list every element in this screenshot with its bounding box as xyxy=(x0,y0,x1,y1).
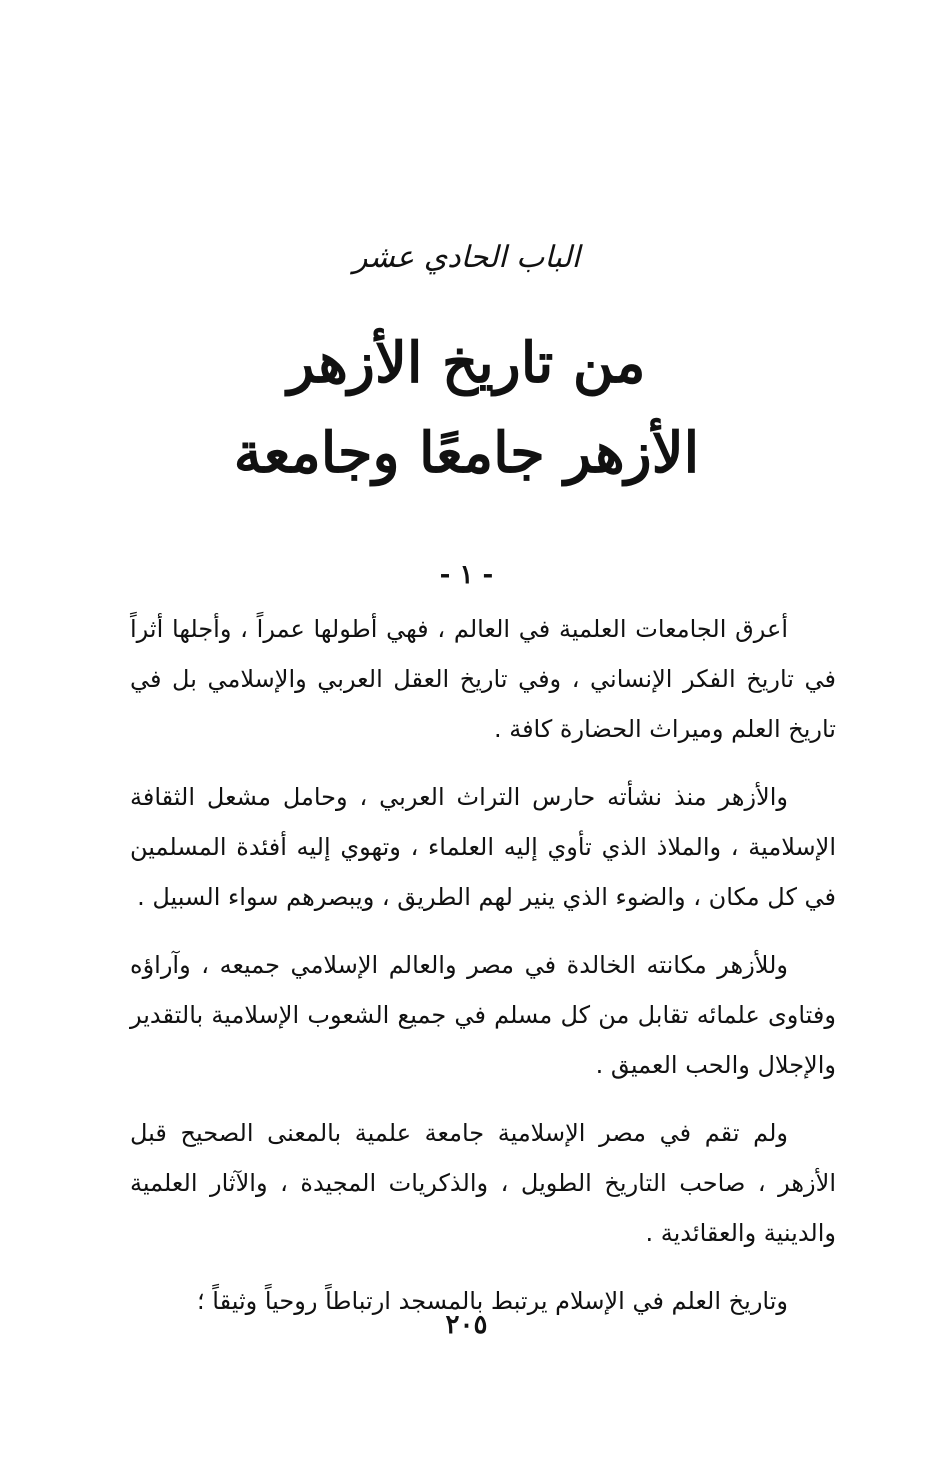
chapter-title-line-2: الأزهر جامعًا وجامعة xyxy=(233,420,700,486)
paragraph-3: وللأزهر مكانته الخالدة في مصر والعالم الإسلامي جميعه ، وآراؤه وفتاوى علمائه تقابل من كل مسلم في جميع الشعوب الإسلامية بالتقدير والإجلال والحب العميق . xyxy=(130,951,836,1079)
paragraph-5: وتاريخ العلم في الإسلام يرتبط بالمسجد ارتباطاً روحياً وثيقاً ؛ xyxy=(197,1287,788,1315)
section-number: - ١ - xyxy=(439,560,494,590)
paragraph-1: أعرق الجامعات العلمية في العالم ، فهي أطولها عمراً ، وأجلها أثراً في تاريخ الفكر الإنساني ، وفي تاريخ العقل العربي والإسلامي بل في تاريخ العلم وميراث الحضارة كافة . xyxy=(130,615,836,743)
paragraph-2: والأزهر منذ نشأته حارس التراث العربي ، وحامل مشعل الثقافة الإسلامية ، والملاذ الذي تأوي إليه العلماء ، وتهوي إليه أفئدة المسلمين في كل مكان ، والضوء الذي ينير لهم الطريق ، ويبصرهم سواء السبيل . xyxy=(130,783,836,911)
chapter-title-line-1: من تاريخ الأزهر xyxy=(287,330,646,396)
paragraph-4: ولم تقم في مصر الإسلامية جامعة علمية بالمعنى الصحيح قبل الأزهر ، صاحب التاريخ الطويل ، والذكريات المجيدة ، والآثار العلمية والدينية والعقائدية . xyxy=(130,1119,836,1247)
body-text xyxy=(130,604,836,1344)
page-number: ٢٠٥ xyxy=(445,1310,488,1340)
chapter-label: الباب الحادي عشر xyxy=(352,240,581,275)
